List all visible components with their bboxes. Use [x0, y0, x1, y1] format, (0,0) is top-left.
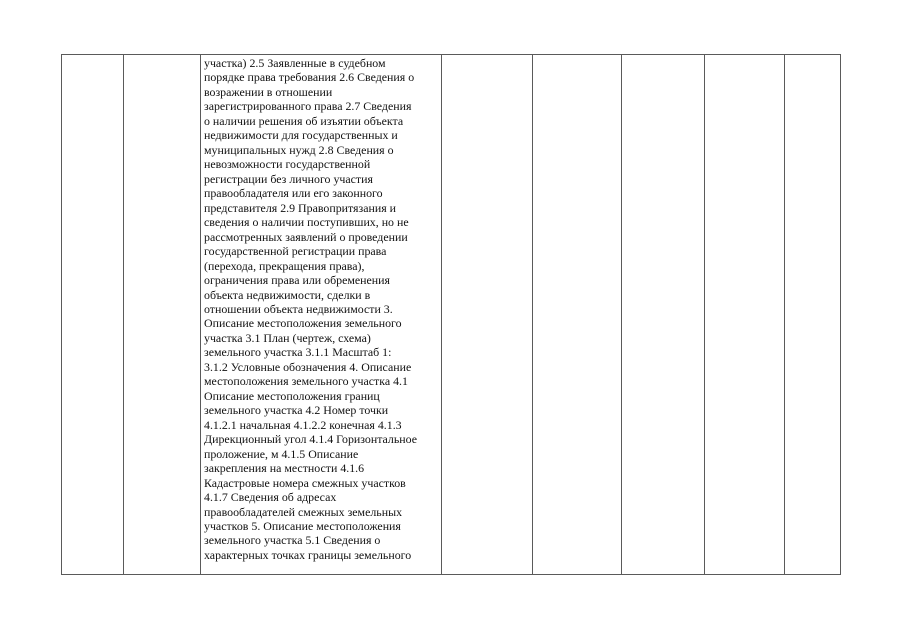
column-border [704, 54, 705, 575]
text-line: Описание местоположения границ [204, 388, 380, 403]
text-line: ограничения права или обременения [204, 273, 390, 288]
text-line: (перехода, прекращения права), [204, 258, 365, 273]
text-line: земельного участка 3.1.1 Масштаб 1: [204, 345, 392, 360]
text-line: Дирекционный угол 4.1.4 Горизонтальное [204, 432, 418, 447]
text-line: закрепления на местности 4.1.6 [204, 461, 365, 476]
column-border [441, 54, 442, 575]
text-line: правообладателя или его законного [204, 186, 383, 201]
text-line: зарегистрированного права 2.7 Сведения [204, 99, 412, 114]
column-border [123, 54, 124, 575]
table-bottom-border [61, 574, 841, 575]
text-line: недвижимости для государственных и [204, 128, 398, 143]
text-line: невозможности государственной [204, 157, 371, 172]
text-line: о наличии решения об изъятии объекта [204, 113, 404, 128]
column-border [200, 54, 201, 575]
text-line: объекта недвижимости, сделки в [204, 287, 371, 302]
text-line: местоположения земельного участка 4.1 [204, 374, 408, 389]
column-border [61, 54, 62, 575]
text-line: правообладателей смежных земельных [204, 504, 403, 519]
text-line: регистрации без личного участия [204, 171, 373, 186]
text-line: земельного участка 4.2 Номер точки [204, 403, 389, 418]
text-line: муниципальных нужд 2.8 Сведения о [204, 142, 394, 157]
text-line: участка 3.1 План (чертеж, схема) [204, 330, 371, 345]
text-line: отношении объекта недвижимости 3. [204, 301, 393, 316]
text-line: 4.1.2.1 начальная 4.1.2.2 конечная 4.1.3 [204, 417, 402, 432]
column-border [532, 54, 533, 575]
text-line: проложение, м 4.1.5 Описание [204, 446, 359, 461]
text-line: Кадастровые номера смежных участков [204, 475, 406, 490]
text-line: Описание местоположения земельного [204, 316, 402, 331]
column-border [840, 54, 841, 575]
text-line: 3.1.2 Условные обозначения 4. Описание [204, 359, 412, 374]
text-line: сведения о наличии поступивших, но не [204, 215, 409, 230]
text-line: порядке права требования 2.6 Сведения о [204, 70, 415, 85]
text-line: государственной регистрации права [204, 244, 387, 259]
text-line: участка) 2.5 Заявленные в судебном [204, 56, 386, 70]
text-line: 4.1.7 Сведения об адресах [204, 490, 337, 505]
text-line: земельного участка 5.1 Сведения о [204, 533, 381, 548]
text-line: участков 5. Описание местоположения [204, 519, 401, 533]
column-border [784, 54, 785, 575]
table-top-border [61, 54, 841, 55]
table-cell-text [204, 56, 440, 562]
column-border [621, 54, 622, 575]
text-line: рассмотренных заявлений о проведении [204, 229, 408, 244]
text-line: представителя 2.9 Правопритязания и [204, 200, 397, 215]
text-line: возражении в отношении [204, 84, 333, 99]
text-line: характерных точках границы земельного [204, 547, 412, 562]
